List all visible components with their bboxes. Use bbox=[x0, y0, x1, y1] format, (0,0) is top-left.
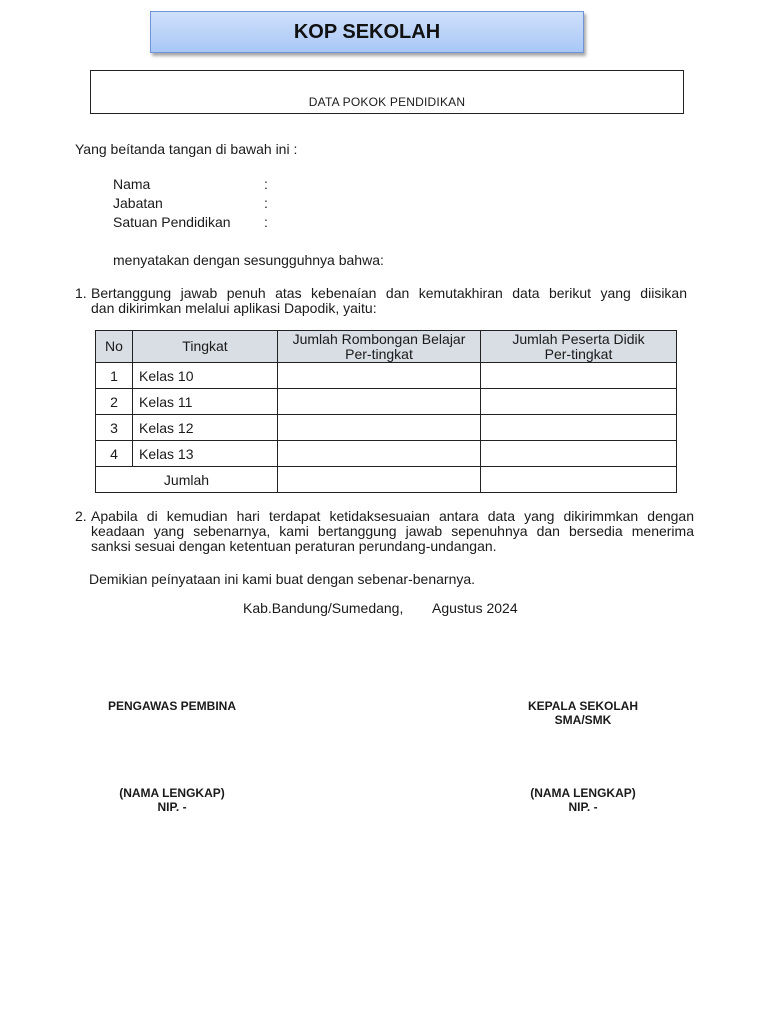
header-pd-line2: Per-tingkat bbox=[544, 345, 613, 362]
document-title: DATA POKOK PENDIDIKAN bbox=[308, 95, 466, 109]
signature-left-name: (NAMA LENGKAP) bbox=[119, 786, 225, 800]
row-no: 3 bbox=[96, 415, 133, 441]
field-label-nama: Nama bbox=[113, 176, 151, 192]
row-rombel-cell bbox=[278, 441, 481, 467]
total-rombel-cell bbox=[278, 467, 481, 493]
row-no: 4 bbox=[96, 441, 133, 467]
row-pd-cell bbox=[481, 415, 677, 441]
place-text: Kab.Bandung/Sumedang, bbox=[243, 600, 404, 616]
field-label-jabatan: Jabatan bbox=[113, 195, 163, 211]
table-total-row bbox=[96, 467, 677, 493]
table-header-row bbox=[96, 331, 677, 363]
header-rombel-line1: Jumlah Rombongan Belajar bbox=[292, 330, 466, 347]
kop-sekolah-banner bbox=[150, 11, 584, 53]
signature-right-title-2: SMA/SMK bbox=[554, 713, 612, 727]
data-table bbox=[95, 330, 677, 493]
signature-left-nip: NIP. - bbox=[157, 800, 187, 814]
signature-left-title: PENGAWAS PEMBINA bbox=[107, 699, 236, 713]
document-title-box bbox=[90, 70, 684, 114]
point2-line1: Apabila di kemudian hari terdapat ketidaksesuaian antara data yang dikirimmkan dengan bbox=[91, 508, 694, 524]
row-pd-cell bbox=[481, 389, 677, 415]
total-pd-cell bbox=[481, 467, 677, 493]
field-sep-jabatan: : bbox=[264, 195, 268, 211]
header-pd-line1: Jumlah Peserta Didik bbox=[512, 330, 645, 347]
field-sep-nama: : bbox=[264, 176, 268, 192]
row-rombel-cell bbox=[278, 389, 481, 415]
table-row bbox=[96, 389, 677, 415]
header-tingkat: Tingkat bbox=[133, 331, 278, 363]
row-pd-cell bbox=[481, 363, 677, 389]
point1-line1: Bertanggung jawab penuh atas kebenaían dan kemutakhiran data berikut yang diisikan bbox=[91, 285, 687, 301]
row-no: 1 bbox=[96, 363, 133, 389]
point1-number: 1. bbox=[75, 285, 87, 301]
header-rombel bbox=[278, 331, 481, 363]
closing-text: Demikian peínyataan ini kami buat dengan sebenar-benarnya. bbox=[89, 571, 476, 587]
table-row bbox=[96, 441, 677, 467]
field-label-satuan: Satuan Pendidikan bbox=[113, 214, 231, 230]
row-tingkat: Kelas 10 bbox=[133, 363, 278, 389]
point2-line2: keadaan yang sebenarnya, kami bertanggung jawab sepenuhnya dan bersedia menerima bbox=[91, 523, 694, 539]
row-tingkat: Kelas 13 bbox=[133, 441, 278, 467]
point2-line3: sanksi sesuai dengan ketentuan peraturan perundang-undangan. bbox=[91, 538, 497, 554]
table-row bbox=[96, 415, 677, 441]
row-tingkat: Kelas 12 bbox=[133, 415, 278, 441]
signature-right-title-1: KEPALA SEKOLAH bbox=[527, 699, 638, 713]
signature-right-nip: NIP. - bbox=[568, 800, 598, 814]
statement-text: menyatakan dengan sesungguhnya bahwa: bbox=[113, 252, 384, 268]
row-no: 2 bbox=[96, 389, 133, 415]
row-tingkat: Kelas 11 bbox=[133, 389, 278, 415]
point1-line2: dan dikirimkan melalui aplikasi Dapodik, yaitu: bbox=[91, 300, 377, 316]
row-rombel-cell bbox=[278, 363, 481, 389]
kop-title: KOP SEKOLAH bbox=[293, 20, 441, 43]
date-text: Agustus 2024 bbox=[432, 600, 518, 616]
header-rombel-line2: Per-tingkat bbox=[345, 345, 413, 362]
header-peserta-didik bbox=[481, 331, 677, 363]
intro-text: Yang beítanda tangan di bawah ini : bbox=[75, 141, 298, 157]
row-pd-cell bbox=[481, 441, 677, 467]
point2-number: 2. bbox=[75, 508, 87, 524]
signature-right-name: (NAMA LENGKAP) bbox=[530, 786, 636, 800]
row-rombel-cell bbox=[278, 415, 481, 441]
total-label: Jumlah bbox=[96, 467, 278, 493]
header-no: No bbox=[96, 331, 133, 363]
field-sep-satuan: : bbox=[264, 214, 268, 230]
table-row bbox=[96, 363, 677, 389]
